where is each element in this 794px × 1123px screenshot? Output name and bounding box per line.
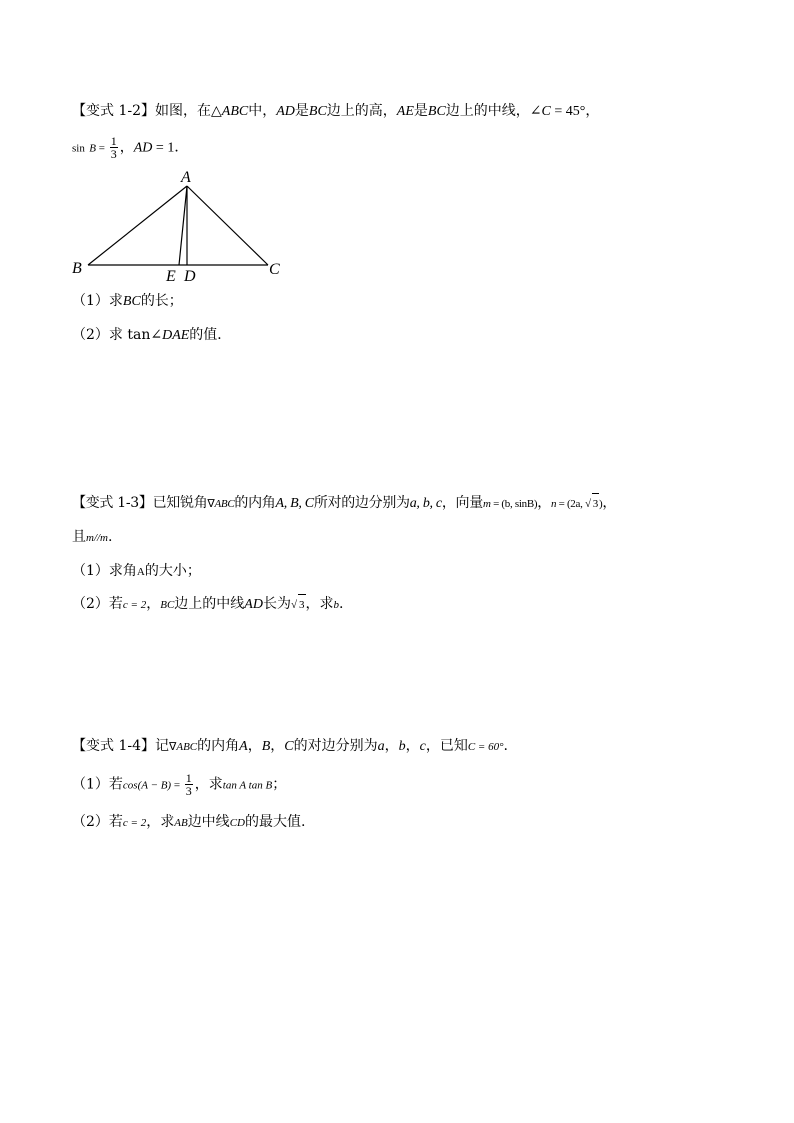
fraction-one-third: $\frac{1}{3}$ xyxy=(185,771,192,798)
problem-1-3-condition: 且m//m. xyxy=(72,529,113,545)
label-e: E xyxy=(166,268,176,285)
triangle-figure xyxy=(66,164,296,286)
fraction-one-third: $\frac{1}{3}$ xyxy=(110,134,117,161)
problem-1-3-statement: 【变式 1-3】已知锐角∇ABC的内角A, B, C所对的边分别为a, b, c，向量m = (b, sinB)，n = (2a, √ 3)， xyxy=(72,493,616,514)
problem-1-2-q1: （1）求BC的长； xyxy=(72,293,183,309)
label-c: C xyxy=(269,261,280,278)
problem-1-4-statement: 【变式 1-4】记∇ABC的内角A，B，C的对边分别为a，b，c，已知C = 60°. xyxy=(72,738,508,754)
problem-1-4-q1: （1）若cos(A − B) = $\frac{1}{3}$ ，求tan A tan B； xyxy=(72,771,287,798)
problem-tag: 【变式 1-2】 xyxy=(72,103,155,119)
problem-1-2-statement: 【变式 1-2】如图，在△ABC中，AD是BC边上的高，AE是BC边上的中线，∠C = 45°， xyxy=(72,103,600,119)
problem-1-4-q2: （2）若c = 2，求AB边中线CD的最大值. xyxy=(72,814,306,830)
median-ae xyxy=(179,186,187,265)
problem-1-2-q2: （2）求 tan∠DAE的值． xyxy=(72,327,232,343)
problem-1-3-q1: （1）求角A的大小； xyxy=(72,563,201,579)
problem-tag: 【变式 1-4】 xyxy=(72,738,155,754)
problem-1-2-given: sin B = $\frac{1}{3}$ ，AD = 1． xyxy=(72,134,189,161)
label-d: D xyxy=(184,268,196,285)
label-a: A xyxy=(181,169,191,186)
side-ab xyxy=(88,186,187,265)
problem-1-3-q2: （2）若c = 2，BC边上的中线AD长为√ 3，求b. xyxy=(72,594,343,615)
problem-tag: 【变式 1-3】 xyxy=(72,495,153,511)
side-ac xyxy=(187,186,268,265)
label-b: B xyxy=(72,260,82,277)
